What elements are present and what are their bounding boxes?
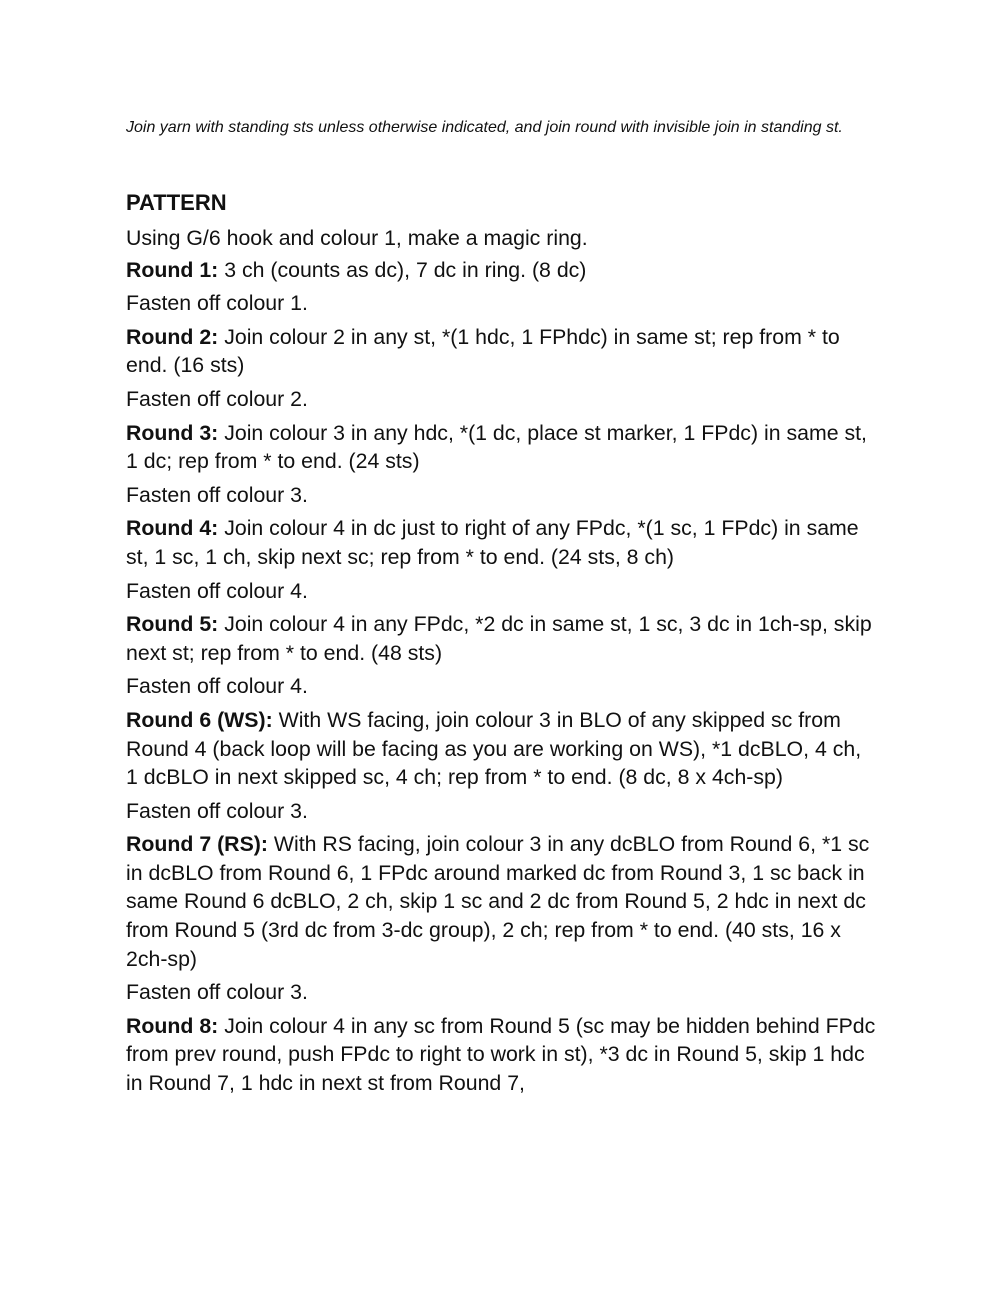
- step-text: With RS facing, join colour 3 in any dcBLO from Round 6, *1 sc in dcBLO from Round 6, 1 FPdc around marked dc from Round 3, 1 sc back in same Round 6 dcBLO, 2 ch, skip 1 sc and 2 dc from Round 5, 2 hdc in next dc from Round 5 (3rd dc from 3-dc group), 2 ch; rep from * to end. (40 sts, 16 x 2ch-sp): [126, 832, 870, 971]
- instruction-step: [126, 323, 876, 380]
- instruction-step: [126, 706, 876, 792]
- step-text: Fasten off colour 1.: [126, 291, 308, 316]
- step-text: Fasten off colour 4.: [126, 674, 308, 699]
- document-page: [126, 118, 876, 1096]
- intro-line: Using G/6 hook and colour 1, make a magic ring.: [126, 226, 588, 250]
- instruction-step: [126, 481, 876, 510]
- step-text: Fasten off colour 4.: [126, 578, 308, 603]
- pattern-instructions: [126, 224, 876, 1103]
- instruction-step: [126, 978, 876, 1007]
- instruction-step: [126, 672, 876, 701]
- instruction-step: [126, 289, 876, 318]
- step-text: Join colour 2 in any st, *(1 hdc, 1 FPhdc) in same st; rep from * to end. (16 sts): [126, 324, 840, 378]
- step-text: Join colour 3 in any hdc, *(1 dc, place st marker, 1 FPdc) in same st, 1 dc; rep from * to end. (24 sts): [126, 420, 867, 474]
- instruction-step: [126, 1012, 876, 1098]
- step-text: Fasten off colour 3.: [126, 980, 308, 1005]
- section-heading: PATTERN: [126, 190, 227, 215]
- step-text: Fasten off colour 3.: [126, 482, 308, 507]
- step-text: With WS facing, join colour 3 in BLO of any skipped sc from Round 4 (back loop will be facing as you are working on WS), *1 dcBLO, 4 ch, 1 dcBLO in next skipped sc, 4 ch; rep from * to end. (8 dc, 8 x 4ch-sp): [126, 707, 862, 790]
- step-text: Fasten off colour 2.: [126, 386, 308, 411]
- step-text: Join colour 4 in any sc from Round 5 (sc may be hidden behind FPdc from prev round, push FPdc to right to work in st), *3 dc in Round 5, skip 1 hdc in Round 7, 1 hdc in next st from Round 7,: [126, 1013, 876, 1096]
- instruction-step: [126, 797, 876, 826]
- instruction-step: [126, 577, 876, 606]
- step-label: Round 3:: [126, 420, 219, 445]
- instruction-step: [126, 610, 876, 667]
- instruction-step: [126, 385, 876, 414]
- step-label: Round 1:: [126, 257, 219, 282]
- step-text: Join colour 4 in dc just to right of any FPdc, *(1 sc, 1 FPdc) in same st, 1 sc, 1 ch, skip next sc; rep from * to end. (24 sts, 8 ch): [126, 516, 859, 569]
- step-label: Round 8:: [126, 1013, 219, 1038]
- pattern-note: Join yarn with standing sts unless otherwise indicated, and join round with invisible join in standing st.: [126, 119, 843, 136]
- step-text: 3 ch (counts as dc), 7 dc in ring. (8 dc): [218, 257, 587, 282]
- instruction-step: [126, 830, 876, 973]
- instruction-step: [126, 256, 876, 285]
- step-label: Round 6 (WS):: [126, 707, 273, 732]
- step-label: Round 4:: [126, 516, 219, 541]
- step-label: Round 7 (RS):: [126, 832, 268, 857]
- instruction-step: [126, 514, 876, 571]
- step-label: Round 5:: [126, 612, 219, 637]
- step-text: Fasten off colour 3.: [126, 798, 308, 823]
- step-text: Join colour 4 in any FPdc, *2 dc in same st, 1 sc, 3 dc in 1ch-sp, skip next st; rep from * to end. (48 sts): [126, 612, 872, 665]
- instruction-step: [126, 419, 876, 476]
- step-label: Round 2:: [126, 324, 219, 349]
